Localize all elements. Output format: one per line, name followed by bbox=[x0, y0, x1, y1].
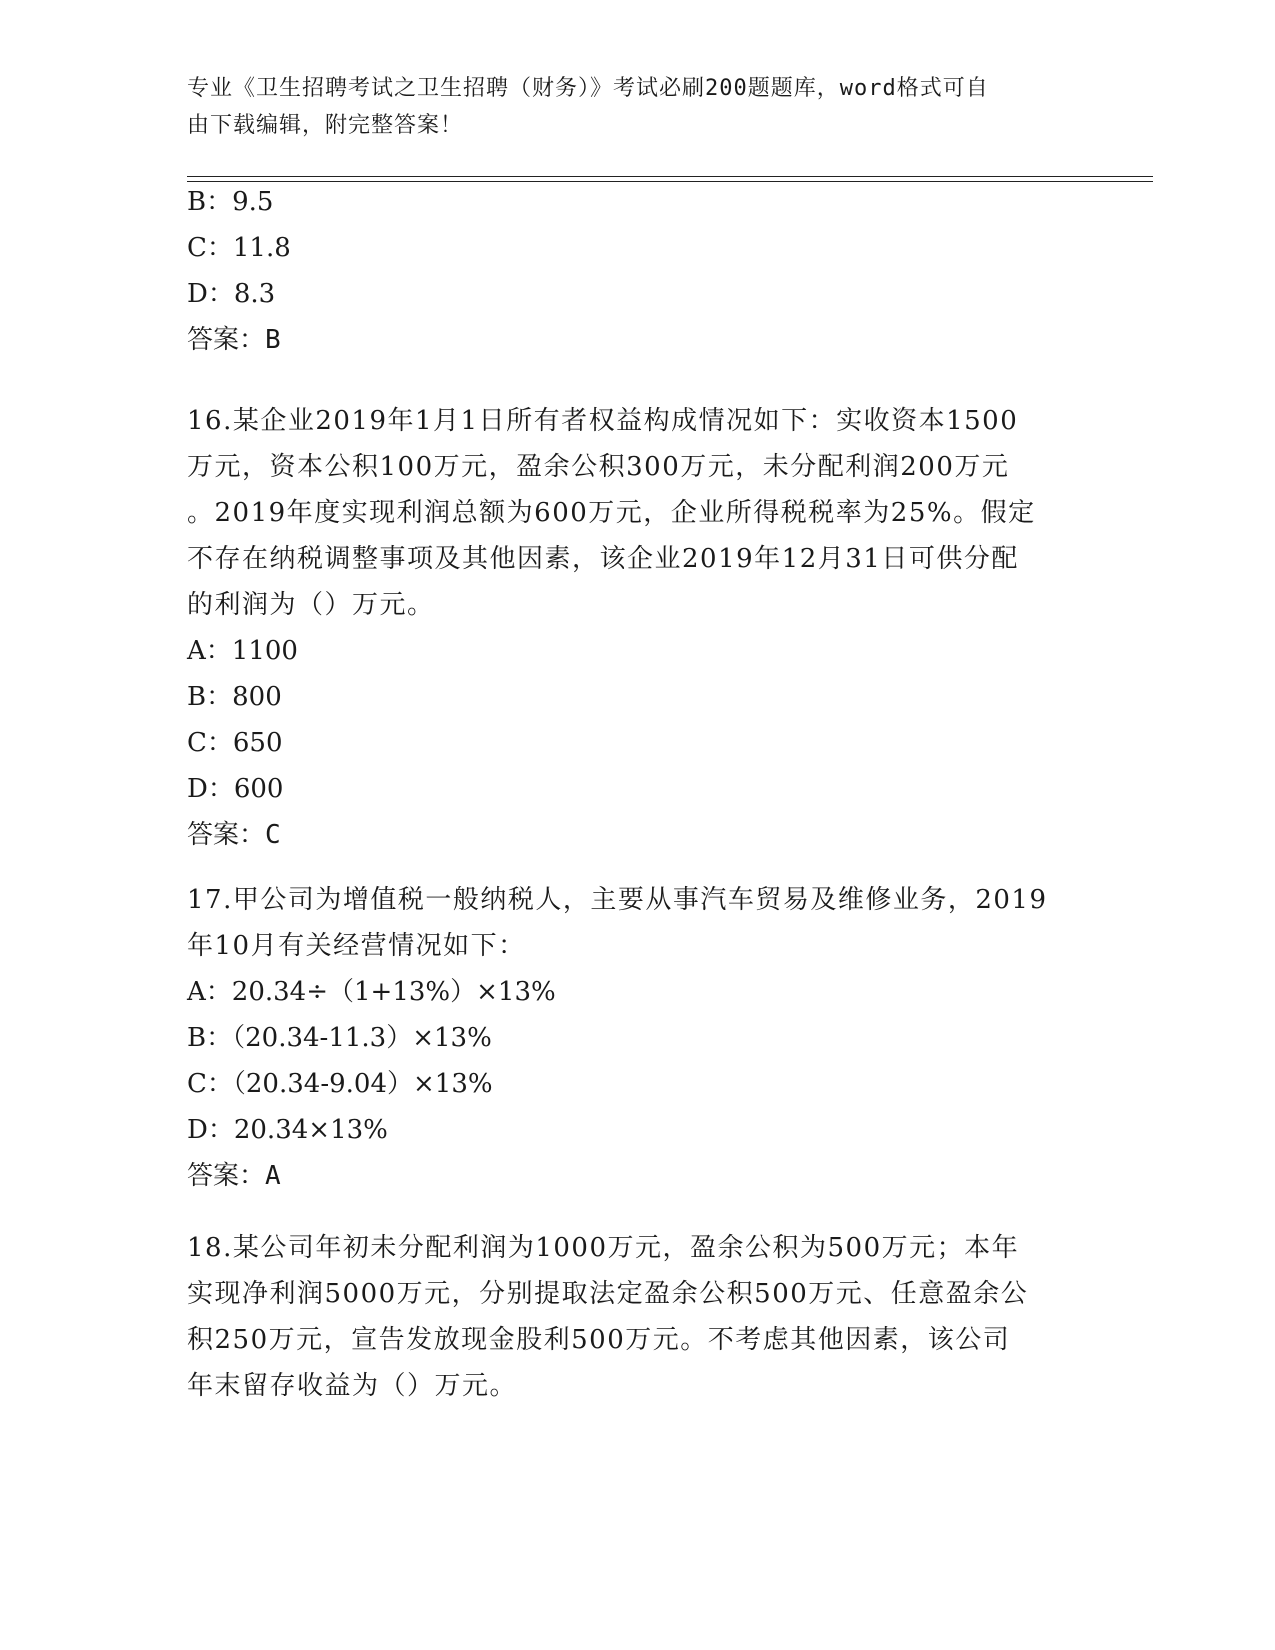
question-stem-line: 万元，资本公积100万元，盈余公积300万元，未分配利润200万元 bbox=[187, 452, 1010, 482]
option-a: A：1100 bbox=[187, 636, 298, 666]
question-stem-line: 不存在纳税调整事项及其他因素，该企业2019年12月31日可供分配 bbox=[187, 544, 1019, 574]
question-stem-line: 。2019年度实现利润总额为600万元，企业所得税税率为25%。假定 bbox=[187, 498, 1036, 528]
document-header bbox=[187, 70, 1067, 144]
question-stem-line: 的利润为（）万元。 bbox=[187, 590, 435, 620]
question-stem-line: 18.某公司年初未分配利润为1000万元，盈余公积为500万元；本年 bbox=[187, 1233, 1020, 1263]
question-stem-line: 年末留存收益为（）万元。 bbox=[187, 1371, 518, 1401]
question-18 bbox=[187, 1225, 1087, 1409]
header-title-line-2: 由下载编辑，附完整答案！ bbox=[187, 113, 464, 138]
answer-line: 答案：C bbox=[187, 820, 281, 850]
answer-line: 答案：B bbox=[187, 325, 281, 355]
answer-line: 答案：A bbox=[187, 1161, 281, 1191]
header-divider-top bbox=[187, 176, 1153, 177]
option-d: D：20.34×13% bbox=[187, 1115, 388, 1145]
question-16 bbox=[187, 398, 1087, 858]
option-c: C：650 bbox=[187, 728, 283, 758]
question-17 bbox=[187, 877, 1087, 1199]
option-c: C：（20.34-9.04）×13% bbox=[187, 1069, 493, 1099]
option-b: B：9.5 bbox=[187, 187, 274, 217]
question-15-tail bbox=[187, 179, 1087, 363]
question-stem-line: 年10月有关经营情况如下： bbox=[187, 931, 526, 961]
option-b: B：800 bbox=[187, 682, 282, 712]
question-stem-line: 17.甲公司为增值税一般纳税人，主要从事汽车贸易及维修业务，2019 bbox=[187, 885, 1048, 915]
question-stem-line: 实现净利润5000万元，分别提取法定盈余公积500万元、任意盈余公 bbox=[187, 1279, 1029, 1309]
question-stem-line: 积250万元，宣告发放现金股利500万元。不考虑其他因素，该公司 bbox=[187, 1325, 1011, 1355]
option-d: D：600 bbox=[187, 774, 284, 804]
header-title-line-1: 专业《卫生招聘考试之卫生招聘（财务）》考试必刷200题题库，word格式可自 bbox=[187, 76, 989, 101]
option-b: B：（20.34-11.3）×13% bbox=[187, 1023, 492, 1053]
option-d: D：8.3 bbox=[187, 279, 276, 309]
option-a: A：20.34÷（1+13%）×13% bbox=[187, 977, 556, 1007]
question-stem-line: 16.某企业2019年1月1日所有者权益构成情况如下：实收资本1500 bbox=[187, 406, 1019, 436]
option-c: C：11.8 bbox=[187, 233, 291, 263]
